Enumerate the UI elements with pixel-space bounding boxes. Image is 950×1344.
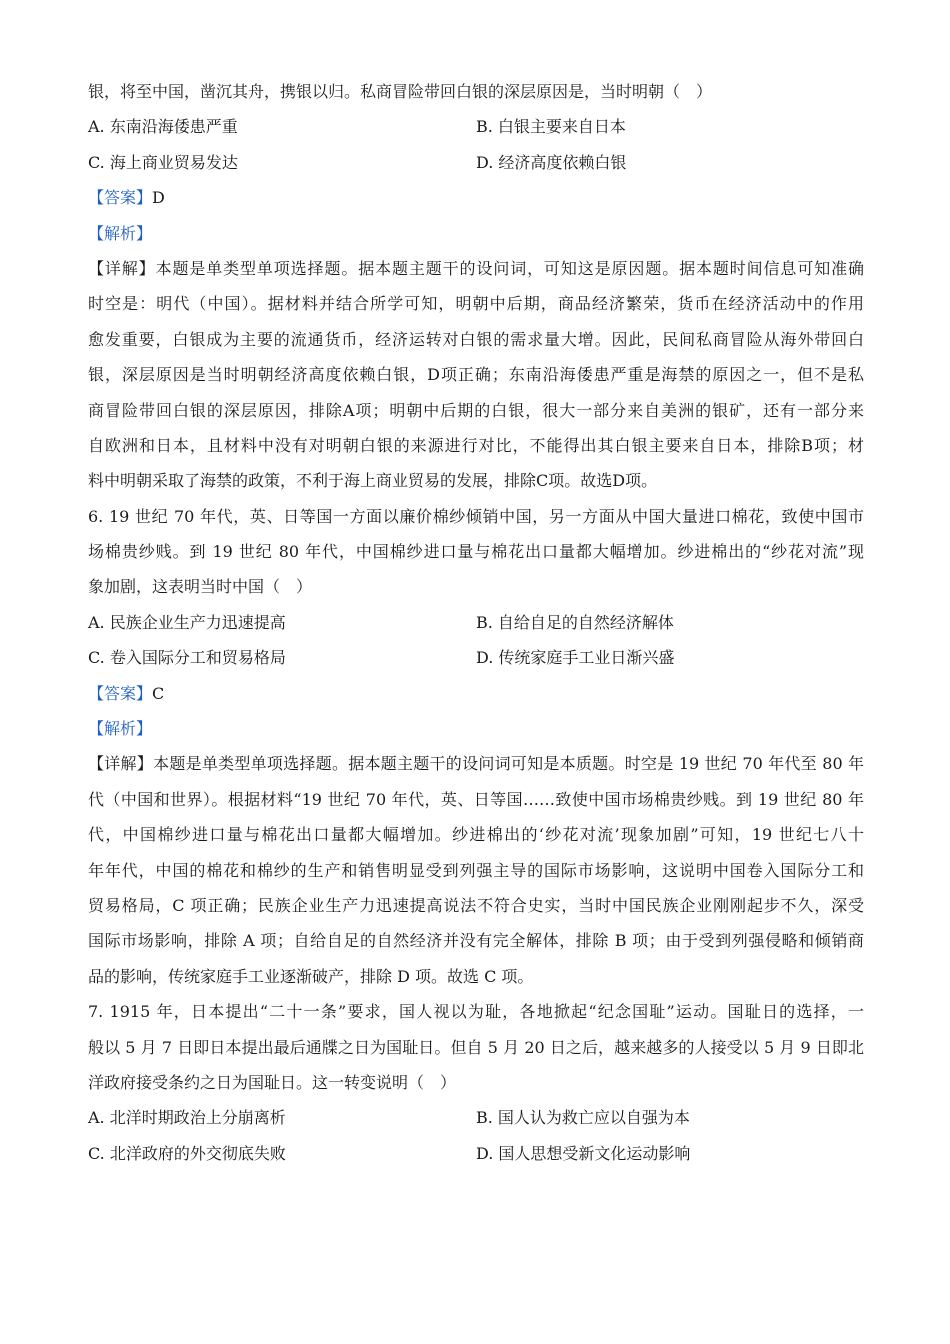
q5-option-a: A. 东南沿海倭患严重 bbox=[88, 117, 238, 137]
q6-stem-line-3: 象加剧，这表明当时中国（ ） bbox=[88, 577, 313, 597]
q6-detail-line-3: 代，中国棉纱进口量与棉花出口量都大幅增加。纱进棉出的‘纱花对流’现象加剧”可知，19 世纪七八十 bbox=[88, 825, 864, 845]
q5-detail-line-4: 银，深层原因是当时明朝经济高度依赖白银，D项正确；东南沿海倭患严重是海禁的原因之一，但不是私 bbox=[88, 365, 864, 385]
q5-detail-line-3: 愈发重要，白银成为主要的流通货币，经济运转对白银的需求量大增。因此，民间私商冒险从海外带回白 bbox=[88, 329, 864, 349]
q7-option-b: B. 国人认为救亡应以自强为本 bbox=[476, 1108, 690, 1128]
q6-detail-text-1: 本题是单类型单项选择题。据本题主题干的设问词可知是本质题。时空是 19 世纪 70 年代至 80 年 bbox=[153, 754, 864, 774]
q6-stem-line-2: 场棉贵纱贱。到 19 世纪 80 年代，中国棉纱进口量与棉花出口量都大幅增加。纱进棉出的“纱花对流”现 bbox=[88, 542, 864, 562]
q6-detail-line-6: 国际市场影响，排除 A 项；自给自足的自然经济并没有完全解体，排除 B 项；由于受到列强侵略和倾销商 bbox=[88, 931, 864, 951]
q7-options-row-1 bbox=[88, 1100, 864, 1135]
q5-detail-text-1: 本题是单类型单项选择题。据本题主题干的设问词，可知这是原因题。据本题时间信息可知准确 bbox=[155, 258, 864, 278]
q5-detail-line-5: 商冒险带回白银的深层原因，排除A项；明朝中后期的白银，很大一部分来自美洲的银矿，还有一部分来 bbox=[88, 400, 864, 420]
q7-stem-line-3: 洋政府接受条约之日为国耻日。这一转变说明（ ） bbox=[88, 1072, 457, 1092]
q6-option-b: B. 自给自足的自然经济解体 bbox=[476, 612, 674, 632]
q6-options-row-2 bbox=[88, 640, 864, 675]
q5-options-row-1 bbox=[88, 109, 864, 144]
q6-analysis-heading bbox=[88, 711, 864, 746]
q6-detail-line-2: 代（中国和世界）。根据材料“19 世纪 70 年代，英、日等国……致使中国市场棉贵纱贱。到 19 世纪 80 年 bbox=[88, 789, 864, 809]
q5-detail-line-7: 料中明朝采取了海禁的政策，不利于海上商业贸易的发展，排除C项。故选D项。 bbox=[88, 471, 658, 491]
q6-detail-tag: 【详解】 bbox=[88, 754, 154, 774]
q6-analysis-tag: 【解析】 bbox=[88, 719, 153, 739]
q5-analysis-heading bbox=[88, 216, 864, 251]
q6-detail-line-5: 贸易格局，C 项正确；民族企业生产力迅速提高说法不符合史实，当时中国民族企业刚刚起步不久，深受 bbox=[88, 895, 864, 915]
q5-answer-value: D bbox=[152, 188, 165, 208]
q7-option-a: A. 北洋时期政治上分崩离析 bbox=[88, 1108, 286, 1128]
q6-options-row-1 bbox=[88, 605, 864, 640]
q7-option-d: D. 国人思想受新文化运动影响 bbox=[476, 1143, 691, 1163]
q6-answer-tag: 【答案】 bbox=[88, 683, 153, 703]
q7-options-row-2 bbox=[88, 1136, 864, 1171]
q5-option-b: B. 白银主要来自日本 bbox=[476, 117, 626, 137]
q6-detail-line-4: 年年代，中国的棉花和棉纱的生产和销售明显受到列强主导的国际市场影响，这说明中国卷入国际分工和 bbox=[88, 860, 864, 880]
q5-option-d: D. 经济高度依赖白银 bbox=[476, 152, 627, 172]
q6-option-a: A. 民族企业生产力迅速提高 bbox=[88, 612, 286, 632]
q5-answer bbox=[88, 180, 864, 215]
q5-option-c: C. 海上商业贸易发达 bbox=[88, 152, 238, 172]
q6-detail-line-1 bbox=[88, 746, 864, 781]
q5-analysis-tag: 【解析】 bbox=[88, 223, 153, 243]
q5-detail-line-2: 时空是：明代（中国）。据材料并结合所学可知，明朝中后期，商品经济繁荣，货币在经济活动中的作用 bbox=[88, 294, 864, 314]
q5-detail-line-6: 自欧洲和日本，且材料中没有对明朝白银的来源进行对比，不能得出其白银主要来自日本，排除B项；材 bbox=[88, 435, 864, 455]
q6-detail-line-7: 品的影响，传统家庭手工业逐渐破产，排除 D 项。故选 C 项。 bbox=[88, 966, 534, 986]
q5-stem-tail: 银，将至中国，凿沉其舟，携银以归。私商冒险带回白银的深层原因是，当时明朝（ ） bbox=[88, 82, 713, 101]
q5-detail-line-1 bbox=[88, 251, 864, 286]
q5-answer-tag: 【答案】 bbox=[88, 188, 153, 208]
q6-answer-value: C bbox=[152, 683, 165, 703]
q6-option-c: C. 卷入国际分工和贸易格局 bbox=[88, 648, 286, 668]
q7-stem-line-2: 般以 5 月 7 日即日本提出最后通牒之日为国耻日。但自 5 月 20 日之后，越来越多的人接受以 5 月 9 日即北 bbox=[88, 1037, 864, 1057]
q7-stem-line-1: 7. 1915 年，日本提出“二十一条”要求，国人视以为耻，各地掀起“纪念国耻”运动。国耻日的选择，一 bbox=[88, 1002, 864, 1022]
q6-answer bbox=[88, 676, 864, 711]
q5-detail-tag: 【详解】 bbox=[88, 258, 156, 278]
q5-options-row-2 bbox=[88, 145, 864, 180]
q7-option-c: C. 北洋政府的外交彻底失败 bbox=[88, 1143, 286, 1163]
q6-stem-line-1: 6. 19 世纪 70 年代，英、日等国一方面以廉价棉纱倾销中国，另一方面从中国大量进口棉花，致使中国市 bbox=[88, 506, 864, 526]
q6-option-d: D. 传统家庭手工业日渐兴盛 bbox=[476, 648, 675, 668]
